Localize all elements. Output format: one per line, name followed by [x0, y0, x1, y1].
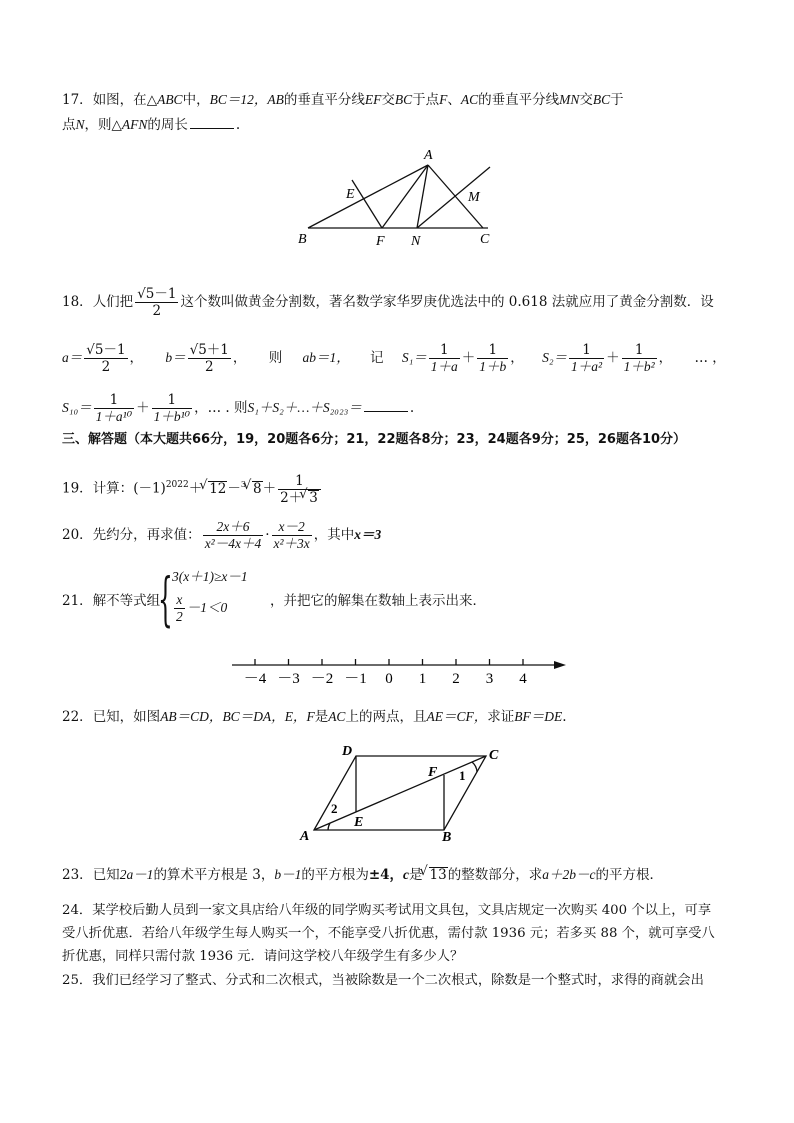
angle-1-arc [472, 762, 477, 772]
q18-line3: S₁₀＝ $\frac{1}{\text{1＋a¹⁰}}$ ＋ $\frac{1}{\text{1＋b¹⁰}}$ ，… . 则S₁＋S₂＋…＋S₂₀₂₃＝ . [62, 392, 415, 424]
tick-label: －1 [344, 671, 367, 687]
label-angle-1: 1 [459, 768, 466, 783]
label-a: A [424, 148, 433, 163]
label-c: C [480, 232, 490, 247]
label-f: F [376, 234, 385, 249]
q18-line2: a＝ $\frac{√5-1}{2}$ ， b＝ $\frac{√5+1}{2}$ ， 则 ab＝1， 记 S₁＝ $\frac{1}{1+a}$ ＋ $\frac{1}{1+b}$ ， S₂＝ $\frac{1}{\text{1＋a²}}$ ＋ $\frac{1}{\text{1＋b²}}$ ， … ， [62, 342, 726, 375]
q23-line: 23．已知2a－1的算术平方根是 3，b－1的平方根为±4，c是√ 13的整数部分，求a＋2b－c的平方根． [62, 864, 736, 886]
q22-figure [292, 742, 512, 842]
q24-line2: 受八折优惠．若给八年级学生每人购买一个，不能享受八折优惠，需付款 1936 元；若多买 88 个，就可享受八 [62, 926, 715, 941]
q19-line: 19．计算：$(-1)^{2022}+√$ 12－$^3$√ 8＋ $\frac{1}{2+√ 3}$ [62, 468, 736, 506]
tick-label: 4 [519, 671, 527, 687]
label-c: C [489, 748, 499, 763]
label-b: B [298, 232, 307, 247]
q25-line1: 25．我们已经学习了整式、分式和二次根式，当被除数是一个二次根式，除数是一个整式时，求得的商就会出 [62, 973, 704, 988]
section-title: 三、解答题（本大题共66分，19，20题各6分；21，22题各8分；23，24题各9分；25，26题各10分） [62, 432, 687, 447]
q18-line1: 18．人们把 $\frac{√5-1}{2}$ 这个数叫做黄金分割数，著名数学家华罗庚优选法中的 0.618 法就应用了黄金分割数．设 [62, 286, 714, 319]
label-e: E [354, 815, 364, 830]
label-f: F [428, 765, 438, 780]
golden-fraction: $\frac{√5-1}{2}$ [137, 286, 177, 319]
answer-blank [190, 114, 234, 129]
tick-label: 3 [485, 671, 494, 687]
label-n: N [411, 234, 421, 249]
tick-label: －3 [277, 671, 300, 687]
q17-line1: 17．如图，在△ABC中，BC＝12，AB的垂直平分线EF交BC于点F、AC的垂直平分线MN交BC于 [62, 92, 624, 108]
label-d: D [342, 744, 353, 759]
number-line [228, 652, 573, 688]
brace: { [158, 565, 173, 633]
segment-ba [308, 165, 428, 228]
tick-label: 2 [452, 671, 460, 687]
q24-line3: 折优惠，同样只需付款 1936 元．请问这学校八年级学生有多少人？ [62, 949, 464, 964]
q17-line2: 点N，则△AFN的周长 . [62, 114, 736, 136]
segment-an [417, 165, 428, 228]
label-m: M [468, 190, 480, 205]
q21-ineq1: 3(x＋1)≥x－1 [172, 569, 248, 584]
tick-label: －2 [310, 671, 334, 687]
label-b: B [442, 830, 452, 842]
q21-tail: ，并把它的解集在数轴上表示出来． [270, 593, 486, 609]
arrow-head [554, 661, 566, 669]
tick-label: 0 [385, 671, 393, 687]
label-e: E [346, 187, 355, 202]
q24-line1: 24．某学校后勤人员到一家文具店给八年级的同学购买考试用文具包，文具店规定一次购买 400 个以上，可享 [62, 903, 712, 918]
tick-label: －4 [243, 671, 267, 687]
label-a: A [300, 829, 310, 842]
q20-line: 20．先约分，再求值： $\frac{2x+6}{\text{x²－4x＋4}}$ · $\frac{x-2}{\text{x²＋3x}}$ ，其中x＝3 [62, 519, 382, 551]
q22-line: 22．已知，如图AB＝CD，BC＝DA，E，F是AC上的两点，且AE＝CF，求证BF＝DE. [62, 709, 567, 725]
tick-label: 1 [418, 671, 427, 687]
q21-prefix: 21．解不等式组 [62, 593, 161, 609]
q21-ineq2: $\frac{x}{2}$ －1＜0 [176, 592, 228, 624]
line-ef [352, 180, 382, 228]
segment-af [382, 165, 428, 228]
label-angle-2: 2 [331, 801, 338, 816]
q17-figure [290, 145, 500, 250]
